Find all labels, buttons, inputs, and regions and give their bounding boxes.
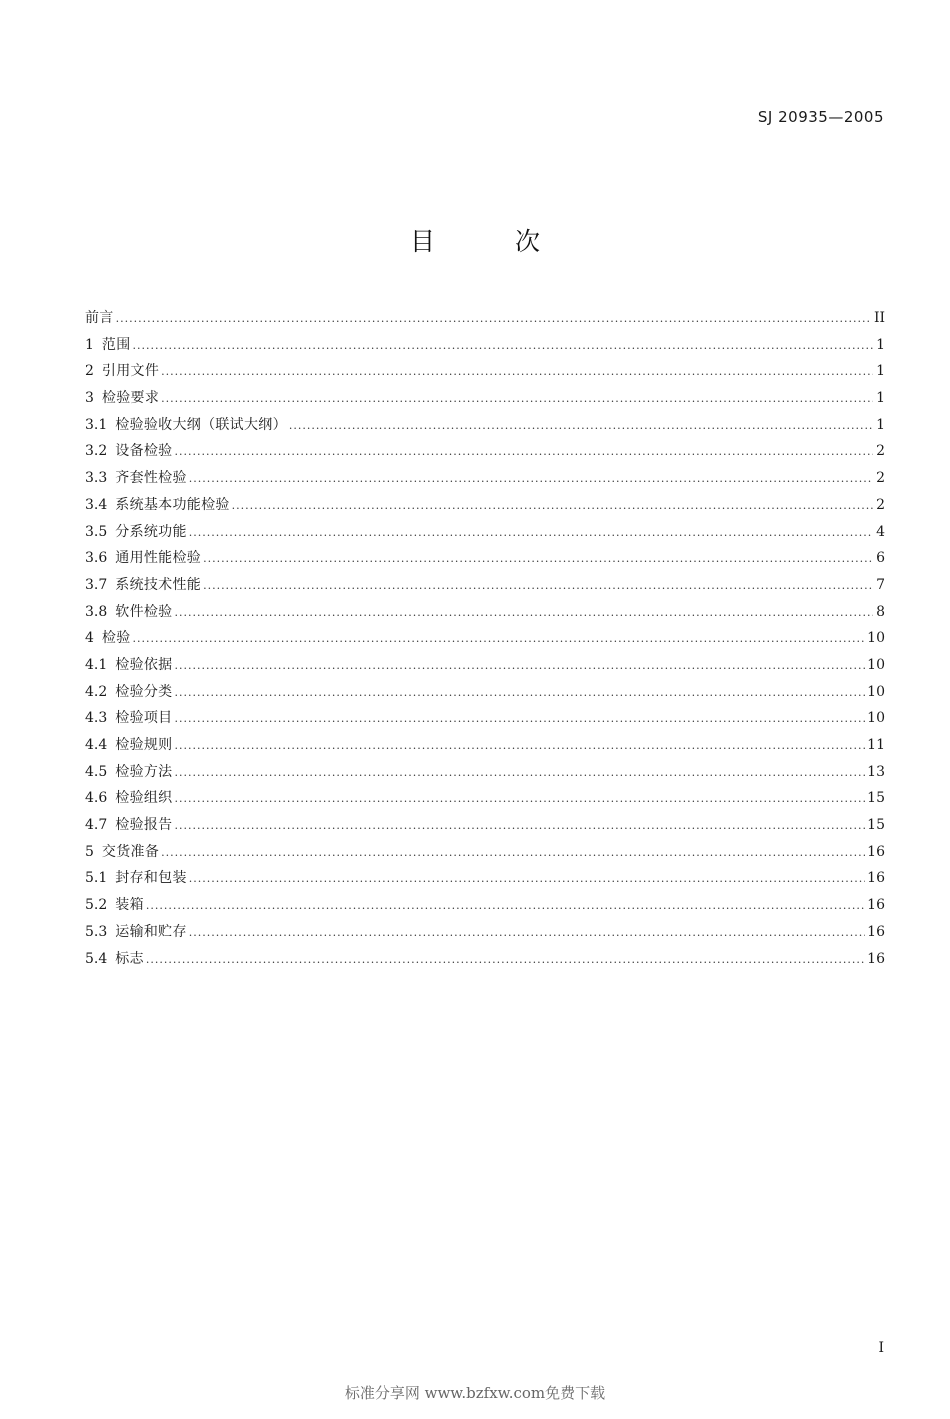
toc-entry-number: 3.1 [85, 416, 108, 433]
toc-entry-number: 4.2 [85, 683, 108, 700]
toc-entry-number: 4.5 [85, 763, 108, 780]
toc-entry[interactable] [85, 839, 885, 866]
toc-entry-page: 16 [867, 843, 885, 860]
toc-entry-number: 3.4 [85, 496, 108, 513]
toc-leader-dots [174, 760, 865, 787]
toc-entry-text: 系统技术性能 [115, 576, 202, 593]
toc-entry[interactable] [85, 679, 885, 706]
toc-entry[interactable] [85, 519, 885, 546]
toc-entry-number: 5 [85, 843, 94, 860]
page-number: I [878, 1340, 884, 1356]
toc-entry-number: 4.7 [85, 817, 108, 834]
toc-entry-text: 齐套性检验 [115, 470, 187, 487]
toc-leader-dots [174, 680, 865, 707]
toc-leader-dots [174, 706, 865, 733]
toc-entry-page: II [873, 310, 885, 326]
toc-leader-dots [203, 546, 873, 573]
toc-leader-dots [133, 626, 866, 653]
toc-entry-text: 装箱 [115, 897, 144, 914]
toc-entry[interactable] [85, 732, 885, 759]
toc-entry-number: 3.2 [85, 443, 108, 460]
toc-leader-dots [161, 386, 873, 413]
toc-entry-text: 标志 [115, 950, 144, 967]
toc-entry[interactable] [85, 652, 885, 679]
toc-entry-number: 4.3 [85, 710, 108, 727]
toc-entry[interactable] [85, 919, 885, 946]
toc-entry[interactable] [85, 892, 885, 919]
toc-entry-page: 1 [876, 336, 885, 353]
toc-entry-text: 检验验收大纲（联试大纲） [115, 416, 287, 433]
toc-entry[interactable] [85, 572, 885, 599]
document-code: SJ 20935—2005 [757, 108, 884, 126]
toc-leader-dots [232, 493, 873, 520]
toc-entry-number: 4.6 [85, 790, 108, 807]
toc-entry-page: 10 [867, 710, 885, 727]
toc-entry-page: 13 [867, 763, 885, 780]
toc-entry-number: 3.6 [85, 550, 108, 567]
toc-entry-text: 系统基本功能检验 [115, 496, 230, 513]
toc-entry[interactable] [85, 545, 885, 572]
toc-leader-dots [146, 947, 865, 974]
toc-leader-dots [161, 359, 873, 386]
toc-entry[interactable] [85, 332, 885, 359]
toc-entry-number: 5.2 [85, 897, 108, 914]
toc-entry-page: 6 [876, 550, 885, 567]
toc-leader-dots [174, 653, 865, 680]
toc-entry[interactable] [85, 385, 885, 412]
toc-entry[interactable] [85, 465, 885, 492]
toc-entry-number: 4.1 [85, 656, 108, 673]
toc-leader-dots [174, 786, 865, 813]
toc-entry[interactable] [85, 812, 885, 839]
toc-entry-text: 检验组织 [115, 790, 173, 807]
toc-leader-dots [174, 733, 865, 760]
toc-entry-number: 3.8 [85, 603, 108, 620]
toc-entry-page: 16 [867, 870, 885, 887]
toc-entry-text: 通用性能检验 [115, 550, 202, 567]
toc-leader-dots [161, 840, 865, 867]
toc-entry-number: 5.3 [85, 923, 108, 940]
toc-entry-page: 15 [867, 817, 885, 834]
toc-entry[interactable] [85, 946, 885, 973]
toc-entry-page: 1 [876, 390, 885, 407]
toc-leader-dots [146, 893, 865, 920]
toc-entry-number: 3.5 [85, 523, 108, 540]
toc-entry-text: 检验报告 [115, 817, 173, 834]
toc-entry-page: 1 [876, 416, 885, 433]
toc-entry-text: 分系统功能 [115, 523, 187, 540]
toc-entry-page: 7 [876, 576, 885, 593]
toc-entry-text: 检验项目 [115, 710, 173, 727]
toc-leader-dots [174, 813, 865, 840]
toc-entry-page: 4 [876, 523, 885, 540]
toc-entry-text: 检验要求 [101, 390, 160, 407]
toc-leader-dots [289, 413, 873, 440]
toc-entry[interactable] [85, 492, 885, 519]
toc-entry[interactable] [85, 412, 885, 439]
toc-entry-page: 15 [867, 790, 885, 807]
toc-entry[interactable] [85, 865, 885, 892]
toc-entry[interactable] [85, 358, 885, 385]
toc-entry-text: 软件检验 [115, 603, 173, 620]
toc-entry[interactable] [85, 759, 885, 786]
toc-entry-foreword[interactable] [85, 305, 885, 332]
toc-entry[interactable] [85, 599, 885, 626]
toc-leader-dots [174, 439, 873, 466]
toc-entry-page: 16 [867, 950, 885, 967]
toc-entry-page: 2 [876, 496, 885, 513]
toc-leader-dots [189, 466, 873, 493]
toc-entry-page: 2 [876, 443, 885, 460]
toc-entry-number: 4 [85, 630, 94, 647]
toc-leader-dots [203, 573, 873, 600]
toc-entry-text: 检验分类 [115, 683, 173, 700]
toc-leader-dots [189, 866, 865, 893]
toc-entry-text: 检验 [101, 630, 131, 647]
toc-entry-text: 前言 [85, 310, 114, 326]
toc-entry-text: 设备检验 [115, 443, 173, 460]
toc-entry[interactable] [85, 705, 885, 732]
title-char-2: 次 [515, 227, 541, 256]
toc-entry-text: 检验方法 [115, 763, 173, 780]
toc-leader-dots [174, 600, 873, 627]
toc-entry-text: 交货准备 [101, 843, 160, 860]
toc-entry-number: 3.3 [85, 470, 108, 487]
toc-entry[interactable] [85, 625, 885, 652]
toc-entry-page: 11 [867, 737, 885, 753]
toc-entry-page: 10 [867, 630, 885, 647]
footer-watermark-text: 标准分享网 www.bzfxw.com免费下载 [344, 1384, 606, 1402]
toc-entry-number: 5.4 [85, 950, 108, 967]
toc-entry-text: 检验依据 [115, 656, 173, 673]
toc-entry-page: 8 [876, 603, 885, 620]
toc-entry-page: 2 [876, 470, 885, 487]
toc-entry[interactable] [85, 438, 885, 465]
toc-entry-page: 10 [867, 656, 885, 673]
toc-entry-text: 运输和贮存 [115, 923, 187, 940]
toc-entry-number: 3 [85, 390, 94, 407]
toc-leader-dots [189, 520, 873, 547]
toc-entry[interactable] [85, 785, 885, 812]
toc-entry-text: 检验规则 [115, 737, 173, 753]
toc-leader-dots [133, 333, 873, 360]
toc-entry-page: 16 [867, 923, 885, 940]
toc-entry-number: 1 [85, 336, 94, 353]
toc-entry-number: 3.7 [85, 576, 108, 593]
toc-entry-number: 5.1 [85, 870, 108, 887]
toc-entry-page: 1 [876, 363, 885, 380]
toc-entry-text: 封存和包装 [115, 870, 187, 887]
table-of-contents [85, 305, 885, 972]
toc-leader-dots [189, 920, 865, 947]
page-title [0, 222, 950, 258]
toc-entry-number: 4.4 [85, 737, 108, 753]
toc-entry-text: 范围 [101, 336, 131, 353]
toc-entry-number: 2 [85, 363, 94, 380]
toc-entry-text: 引用文件 [101, 363, 160, 380]
title-char-1: 目 [409, 227, 435, 256]
toc-entry-page: 16 [867, 897, 885, 914]
toc-entry-page: 10 [867, 683, 885, 700]
toc-leader-dots [116, 306, 872, 333]
